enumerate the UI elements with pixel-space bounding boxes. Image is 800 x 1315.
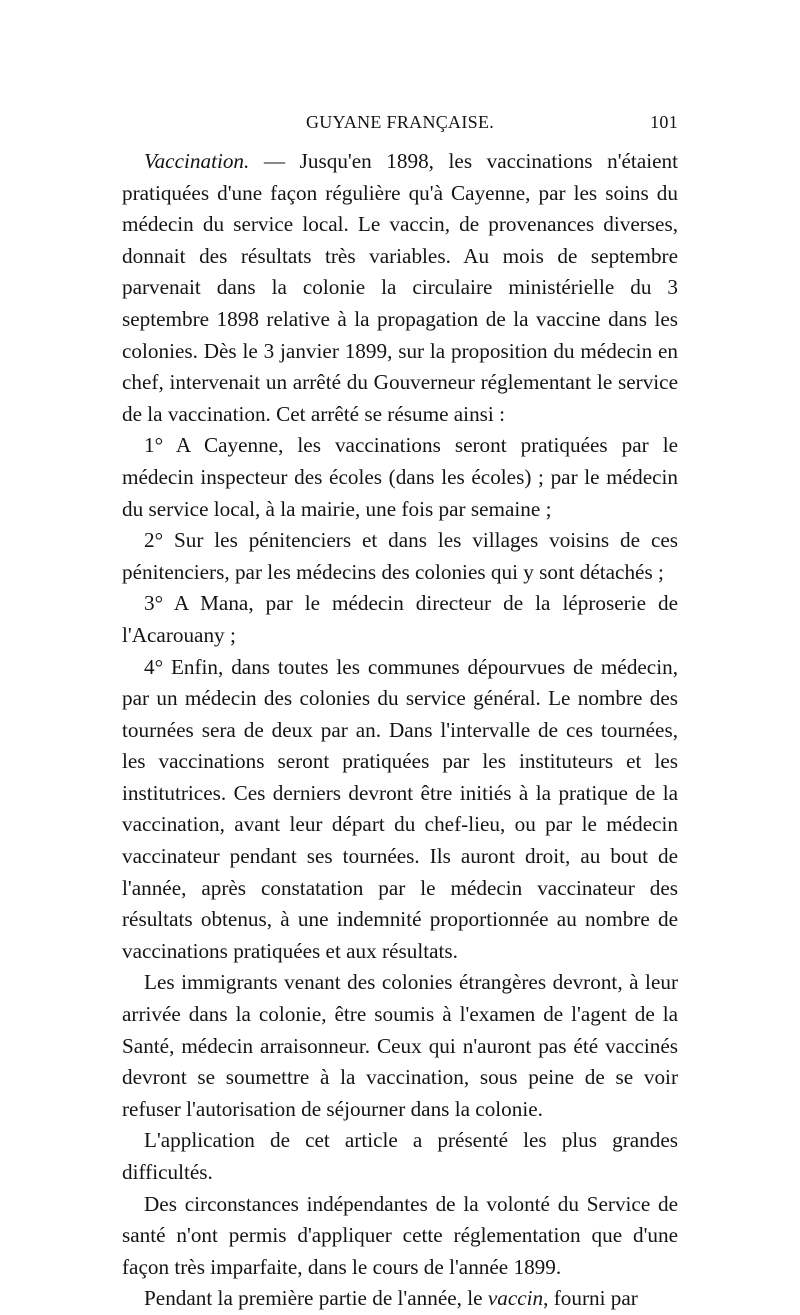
section-heading: Vaccination.	[144, 149, 250, 173]
paragraph-first-part	[122, 1283, 678, 1315]
paragraph-vaccination	[122, 146, 678, 430]
paragraph-text: — Jusqu'en 1898, les vaccinations n'étaient pratiquées d'une façon régulière qu'à Cayenne, par les soins du médecin du service local. Le vaccin, de provenances diverses, donnait des résultats très variables. Au mois de septembre parvenait dans la colonie la circulaire ministérielle du 3 septembre 1898 relative à la propagation de la vaccine dans les colonies. Dès le 3 janvier 1899, sur la proposition du médecin en chef, intervenait un arrêté du Gouverneur réglementant le service de la vaccination. Cet arrêté se résume ainsi :	[122, 149, 678, 426]
paragraph-item-2: 2° Sur les pénitenciers et dans les villages voisins de ces pénitenciers, par les médecins des colonies qui y sont détachés ;	[122, 528, 678, 584]
paragraph-immigrants: Les immigrants venant des colonies étrangères devront, à leur arrivée dans la colonie, être soumis à l'examen de l'agent de la Santé, médecin arraisonneur. Ceux qui n'auront pas été vaccinés devront se soumettre à la vaccination, sous peine de se voir refuser l'autorisation de séjourner dans la colonie.	[122, 970, 678, 1121]
italic-word: vaccin	[487, 1286, 544, 1311]
paragraph-circumstances: Des circonstances indépendantes de la volonté du Service de santé n'ont permis d'appliquer cette réglementation que d'une façon très imparfaite, dans le cours de l'année 1899.	[122, 1191, 678, 1279]
paragraph-item-1: 1° A Cayenne, les vaccinations seront pratiquées par le médecin inspecteur des écoles (dans les écoles) ; par le médecin du service local, à la mairie, une fois par semaine ;	[122, 433, 678, 521]
page-number: 101	[650, 112, 678, 132]
paragraph-application: L'application de cet article a présenté les plus grandes difficultés.	[122, 1128, 678, 1184]
running-head	[122, 112, 678, 146]
running-title: GUYANE FRANÇAISE.	[305, 112, 495, 132]
body-text	[122, 146, 678, 1315]
paragraph-text-start: Pendant la première partie de l'année, le	[144, 1286, 488, 1311]
paragraph-text-end: , fourni par	[543, 1286, 638, 1311]
paragraph-item-3: 3° A Mana, par le médecin directeur de la léproserie de l'Acarouany ;	[122, 591, 678, 647]
book-page	[122, 112, 678, 1315]
paragraph-item-4: 4° Enfin, dans toutes les communes dépourvues de médecin, par un médecin des colonies du service général. Le nombre des tournées sera de deux par an. Dans l'intervalle de ces tournées, les vaccinations seront pratiquées par les instituteurs et les institutrices. Ces derniers devront être initiés à la pratique de la vaccination, avant leur départ du chef-lieu, ou par le médecin vaccinateur pendant ses tournées. Ils auront droit, au bout de l'année, après constatation par le médecin vaccinateur des résultats obtenus, à une indemnité proportionnée au nombre de vaccinations pratiquées et aux résultats.	[122, 654, 678, 963]
